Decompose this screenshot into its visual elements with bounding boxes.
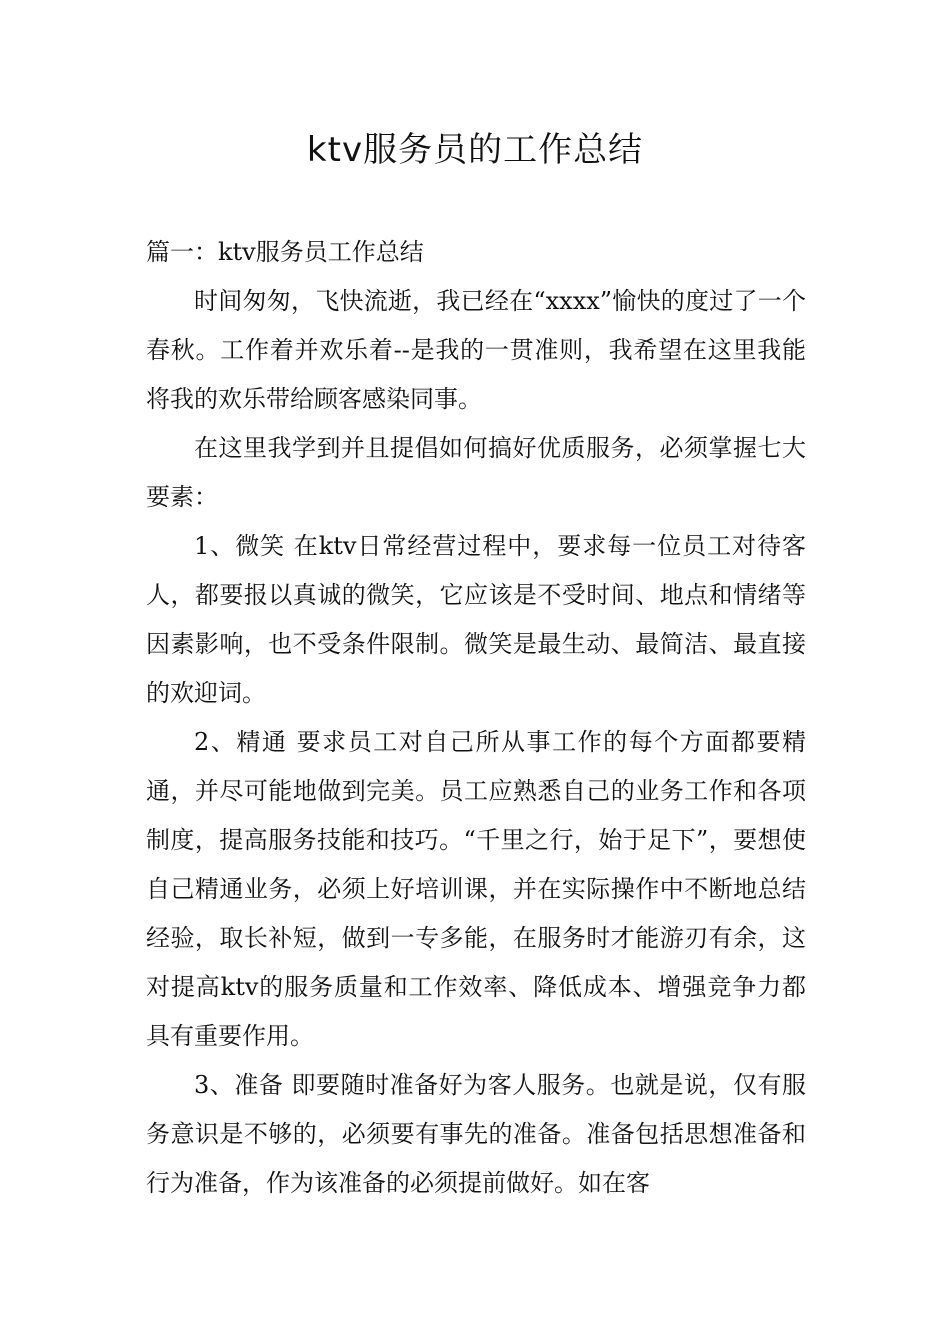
document-title: ktv服务员的工作总结 bbox=[306, 130, 644, 170]
section-heading: 篇一：ktv服务员工作总结 bbox=[146, 238, 424, 266]
paragraph-intro: 时间匆匆，飞快流逝，我已经在“xxxx”愉快的度过了一个春秋。工作着并欢乐着--是我的一贯准则，我希望在这里我能将我的欢乐带给顾客感染同事。 bbox=[146, 287, 806, 413]
paragraph-preparation: 3、准备 即要随时准备好为客人服务。也就是说，仅有服务意识是不够的，必须要有事先的准备。准备包括思想准备和行为准备，作为该准备的必须提前做好。如在客 bbox=[146, 1071, 806, 1197]
paragraph-proficiency: 2、精通 要求员工对自己所从事工作的每个方面都要精通，并尽可能地做到完美。员工应熟悉自己的业务工作和各项制度，提高服务技能和技巧。“千里之行，始于足下”，要想使自己精通业务，必须上好培训课，并在实际操作中不断地总结经验，取长补短，做到一专多能，在服务时才能游刃有余，这对提高ktv的服务质量和工作效率、降低成本、增强竞争力都具有重要作用。 bbox=[146, 728, 806, 1050]
document-body bbox=[146, 228, 806, 1208]
paragraph-smile: 1、微笑 在ktv日常经营过程中，要求每一位员工对待客人，都要报以真诚的微笑，它应该是不受时间、地点和情绪等因素影响，也不受条件限制。微笑是最生动、最简洁、最直接的欢迎词。 bbox=[146, 532, 806, 707]
paragraph-seven-elements: 在这里我学到并且提倡如何搞好优质服务，必须掌握七大要素： bbox=[146, 434, 806, 511]
